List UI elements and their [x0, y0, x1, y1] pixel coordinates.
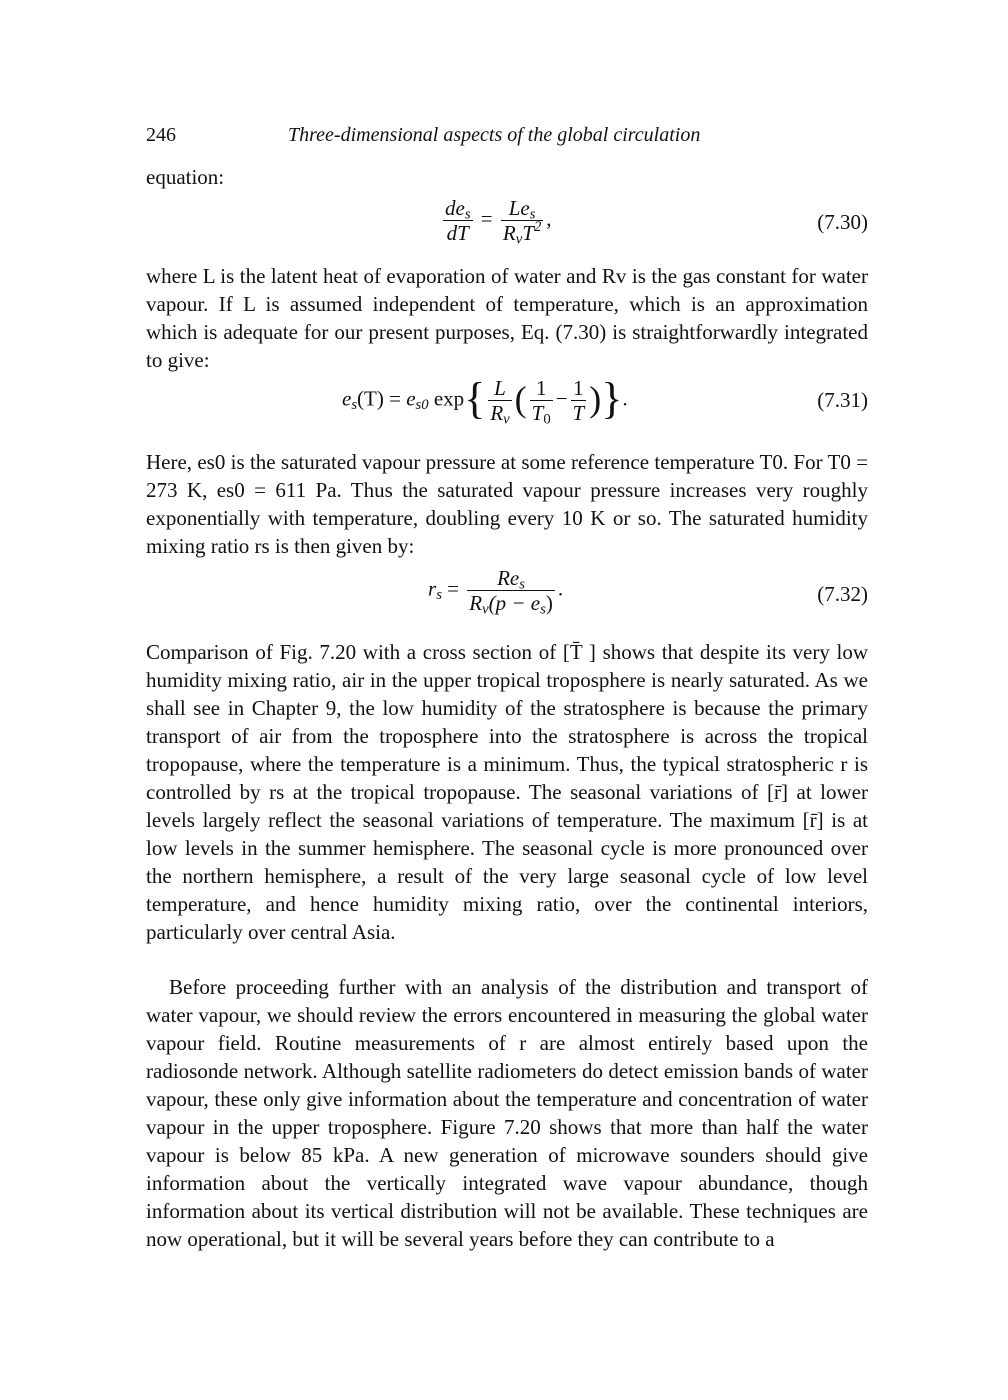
paragraph-latent-heat: where L is the latent heat of evaporation of water and Rv is the gas constant for water vapour. If L is assumed independent of temperature, which is an approximation which is adequate for our present purposes, Eq. (7.30) is straightforwardly integrated to give: [146, 264, 868, 372]
equation-number: (7.31) [817, 388, 868, 412]
fraction-Res-Rv-p-es: $\frac{Re_s}{R_v(p - e_s)}$ [469, 566, 553, 618]
equation-7-31 [146, 373, 868, 436]
fraction-Les-RvT2: $\frac{Le_s}{R_vT^2}$ [502, 196, 542, 248]
page-header [146, 124, 868, 152]
running-title: Three-dimensional aspects of the global circulation [288, 124, 701, 146]
paragraph-measurement-errors: Before proceeding further with an analysis of the distribution and transport of water vapour, we should review the errors encountered in measuring the global water vapour field. Routine measurements of r are almost entirely based upon the radiosonde network. Although satellite radiometers do detect emission bands of water vapour, these only give information about the temperature and concentration of water vapour in the upper troposphere. Figure 7.20 shows that more than half the water vapour is below 85 kPa. A new generation of microwave sounders should give information about the vertically integrated wave vapour abundance, though information about its vertical distribution will not be available. These techniques are now operational, but it will be several years before they can contribute to a [146, 975, 868, 1251]
equation-number: (7.30) [817, 210, 868, 234]
fraction-des-dT: $\frac{de_s}{dT}$ [445, 196, 471, 245]
equation-number: (7.32) [817, 582, 868, 606]
paragraph-comparison: Comparison of Fig. 7.20 with a cross section of [T̄ ] shows that despite its very low humidity mixing ratio, air in the upper tropical troposphere is nearly saturated. As we shall see in Chapter 9, the low humidity of the stratosphere is because the primary transport of air from the troposphere into the stratosphere is across the tropical tropopause, where the temperature is a minimum. Thus, the typical stratospheric r is controlled by rs at the tropical tropopause. The seasonal variations of [r̄] at lower levels largely reflect the seasonal variations of temperature. The maximum [r̄] is at low levels in the summer hemisphere. The seasonal cycle is more pronounced over the northern hemisphere, a result of the very large seasonal cycle of low level temperature, and hence humidity mixing ratio, over the continental interiors, particularly over central Asia. [146, 640, 868, 944]
paragraph-equation-lead: equation: [146, 165, 225, 189]
equation-7-32-body: $r_s$ = $\frac{Re_s}{R_v(p - e_s)}$ . [428, 566, 564, 618]
equation-7-30 [146, 196, 868, 254]
equation-7-31-body: $e_s(T) = e_{s0}$ exp{ $\frac{L}{R_v}$ ( $\frac{1}{T_0}$ − $\frac{1}{T}$ )}. [342, 373, 628, 428]
paragraph-reference-temperature: Here, es0 is the saturated vapour pressure at some reference temperature T0. For T0 = 273 K, es0 = 611 Pa. Thus the saturated vapour pressure increases very roughly exponentially with temperature, doubling every 10 K or so. The saturated humidity mixing ratio rs is then given by: [146, 450, 868, 558]
equation-7-32 [146, 566, 868, 624]
fraction-1-T0: $\frac{1}{T_0}$ [531, 376, 551, 428]
equation-7-30-body: $\frac{de_s}{dT}$ = $\frac{Le_s}{R_vT^2}$ , [445, 196, 552, 248]
fraction-L-Rv: $\frac{L}{R_v}$ [490, 376, 510, 428]
fraction-1-T: $\frac{1}{T}$ [572, 376, 585, 425]
page-number: 246 [146, 124, 176, 146]
